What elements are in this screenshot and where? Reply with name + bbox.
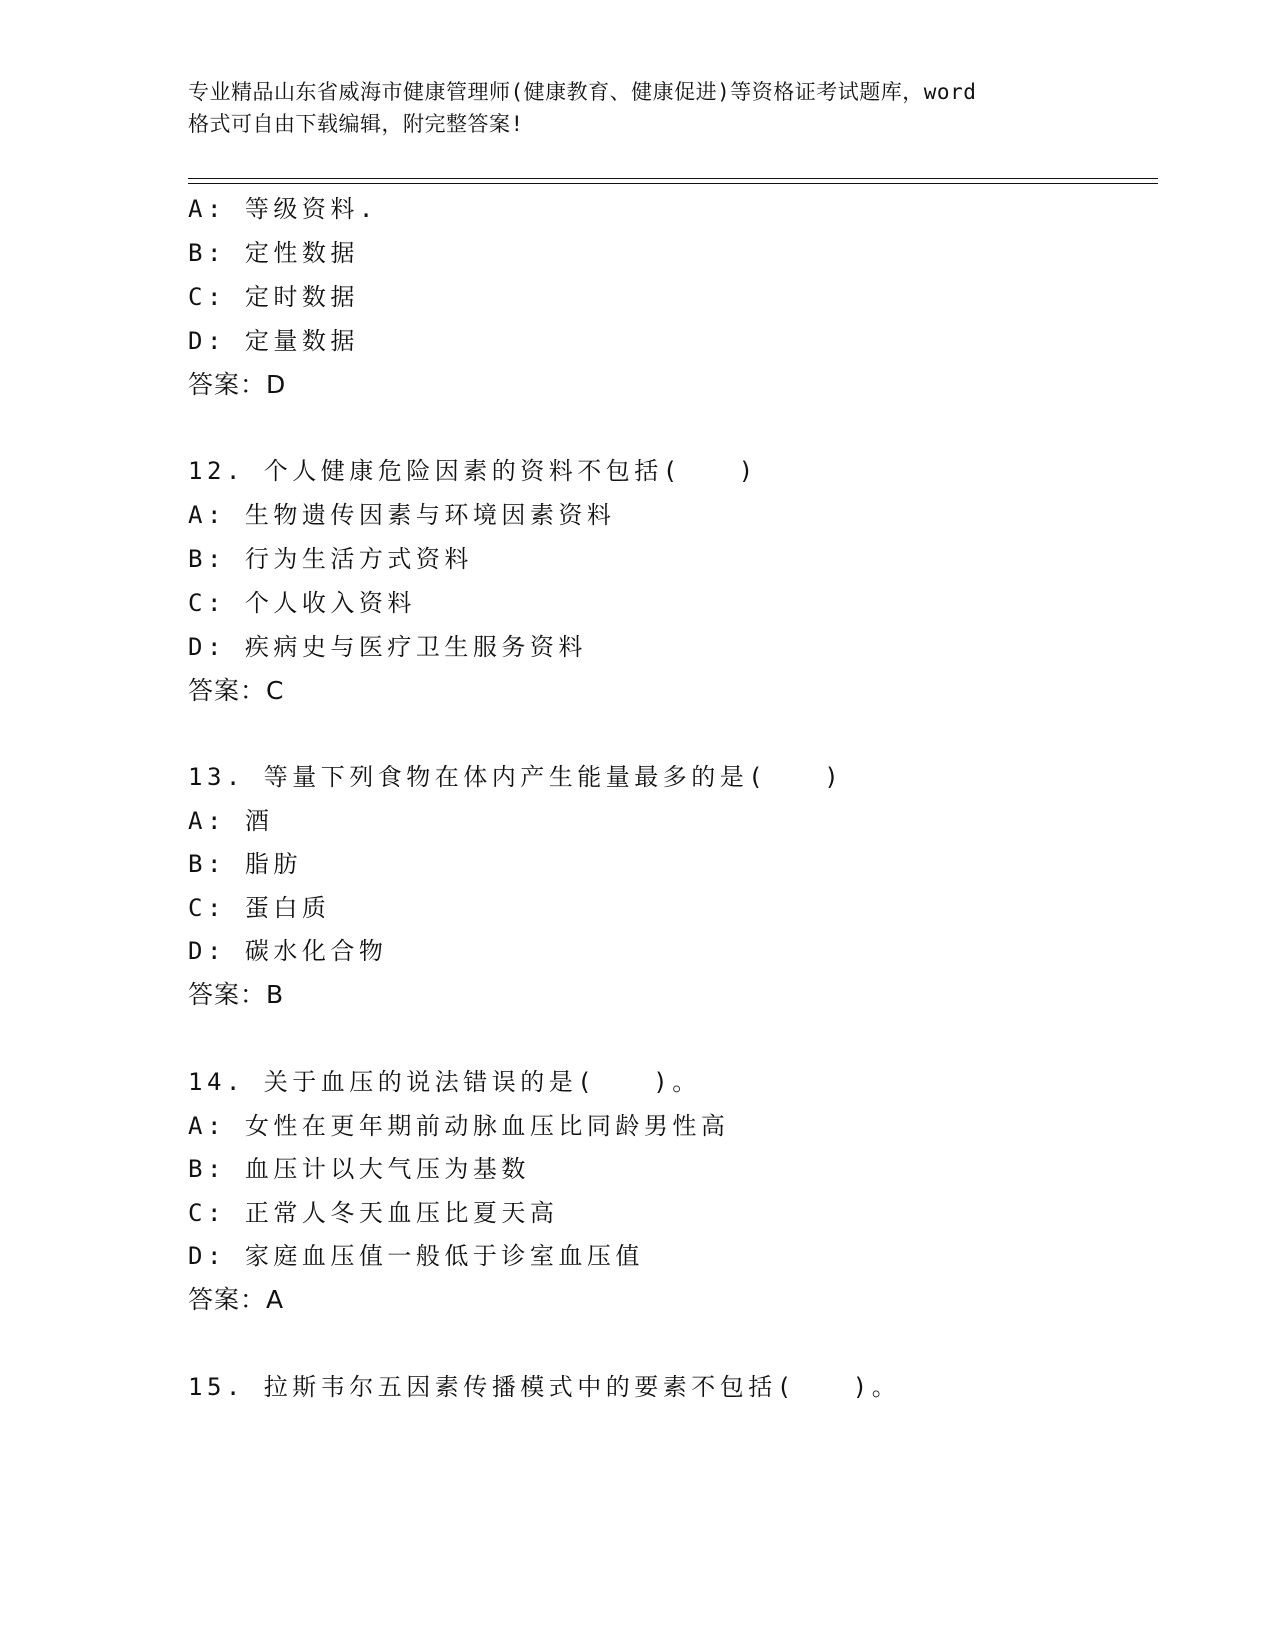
q12-option-b: B: 行为生活方式资料 — [188, 545, 473, 573]
q14-option-d: D: 家庭血压值一般低于诊室血压值 — [188, 1242, 644, 1270]
q11-answer: 答案：D — [188, 370, 287, 399]
q13-answer: 答案：B — [188, 980, 285, 1009]
q12-question: 12. 个人健康危险因素的资料不包括( ) — [188, 457, 758, 485]
q12-answer: 答案：C — [188, 676, 285, 705]
q15-question: 15. 拉斯韦尔五因素传播模式中的要素不包括( )。 — [188, 1373, 901, 1401]
header-line-1: 专业精品山东省威海市健康管理师(健康教育、健康促进)等资格证考试题库，word — [188, 80, 977, 104]
q14-option-a: A: 女性在更年期前动脉血压比同龄男性高 — [188, 1112, 730, 1140]
header-divider-top — [188, 178, 1158, 179]
q13-option-a: A: 酒 — [188, 807, 274, 835]
header-line-2: 格式可自由下载编辑，附完整答案! — [188, 112, 524, 136]
q14-option-c: C: 正常人冬天血压比夏天高 — [188, 1199, 559, 1227]
q12-option-d: D: 疾病史与医疗卫生服务资料 — [188, 633, 587, 661]
q12-option-a: A: 生物遗传因素与环境因素资料 — [188, 501, 616, 529]
q14-option-b: B: 血压计以大气压为基数 — [188, 1155, 530, 1183]
q14-question: 14. 关于血压的说法错误的是( )。 — [188, 1068, 701, 1096]
q11-option-b: B: 定性数据 — [188, 239, 359, 267]
q11-option-a: A: 等级资料. — [188, 195, 378, 223]
q13-option-c: C: 蛋白质 — [188, 894, 331, 922]
q13-question: 13. 等量下列食物在体内产生能量最多的是( ) — [188, 763, 844, 791]
header-divider-bottom — [188, 183, 1158, 184]
q13-option-b: B: 脂肪 — [188, 850, 302, 878]
q12-option-c: C: 个人收入资料 — [188, 589, 416, 617]
document-header — [188, 76, 1088, 140]
q13-option-d: D: 碳水化合物 — [188, 937, 388, 965]
q11-option-c: C: 定时数据 — [188, 283, 359, 311]
q14-answer: 答案：A — [188, 1285, 285, 1314]
q11-option-d: D: 定量数据 — [188, 327, 359, 355]
